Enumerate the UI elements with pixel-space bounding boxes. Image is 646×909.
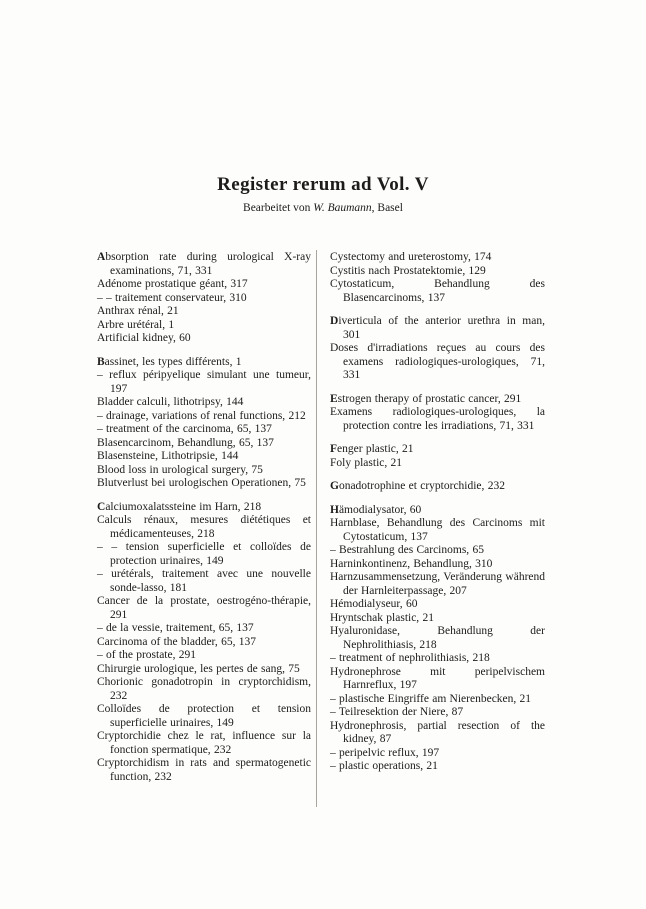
index-entry: – de la vessie, traitement, 65, 137 xyxy=(97,622,254,634)
subtitle-prefix: Bearbeitet von xyxy=(243,202,314,214)
index-entry: – plastic operations, 21 xyxy=(330,760,438,772)
index-entry: Cryptorchidie chez le rat, influence sur la fonction spermatique, 232 xyxy=(97,730,311,756)
group-lead-letter: G xyxy=(330,480,339,492)
index-entry: Hémodialyseur, 60 xyxy=(330,598,418,610)
index-group-b xyxy=(97,356,311,491)
group-lead-letter: C xyxy=(97,500,106,513)
index-group-e xyxy=(330,393,545,434)
group-lead-letter: D xyxy=(330,315,339,327)
index-entry: Calciumoxalatssteine im Harn, 218 xyxy=(97,500,262,513)
index-entry: Cytostaticum, Behandlung des Blasencarcinoms, 137 xyxy=(330,278,545,304)
page-subtitle xyxy=(0,202,646,214)
index-entry: Adénome prostatique géant, 317 xyxy=(97,278,248,290)
group-lead-letter: H xyxy=(330,503,339,516)
group-lead-letter: E xyxy=(330,392,338,405)
index-entry: – reflux péripyelique simulant une tumeur, 197 xyxy=(97,369,311,395)
index-entry: Cystectomy and ureterostomy, 174 xyxy=(330,251,492,263)
index-entry: Hryntschak plastic, 21 xyxy=(330,611,434,624)
group-lead-letter: A xyxy=(97,251,106,263)
index-entry: Gonadotrophine et cryptorchidie, 232 xyxy=(330,480,505,492)
index-entry: Cancer de la prostate, oestrogéno-thérapie, 291 xyxy=(97,595,311,621)
page-title: Register rerum ad Vol. V xyxy=(217,174,429,195)
index-entry: – treatment of the carcinoma, 65, 137 xyxy=(97,423,272,435)
index-entry: Hydronephrosis, partial resection of the kidney, 87 xyxy=(330,719,545,745)
index-columns xyxy=(97,251,545,784)
index-entry: Carcinoma of the bladder, 65, 137 xyxy=(97,635,256,648)
index-entry: – – tension superficielle et colloïdes de protection urinaires, 149 xyxy=(97,541,311,567)
group-lead-letter: F xyxy=(330,443,338,455)
index-group-f xyxy=(330,443,545,470)
index-entry: Diverticula of the anterior urethra in man, 301 xyxy=(330,315,545,341)
index-entry: Harnzusammensetzung, Veränderung während der Harnleiterpassage, 207 xyxy=(330,571,545,597)
column-divider-rule xyxy=(316,250,317,807)
index-entry: Arbre urétéral, 1 xyxy=(97,318,175,331)
index-group-d xyxy=(330,315,545,383)
index-entry: – Teilresektion der Niere, 87 xyxy=(330,706,464,718)
index-entry: – drainage, variations of renal functions, 212 xyxy=(97,409,306,422)
index-group-a xyxy=(97,251,311,346)
group-lead-letter: B xyxy=(97,355,105,368)
index-entry: – urétérals, traitement avec une nouvelle sonde-lasso, 181 xyxy=(97,568,311,594)
index-entry: Cystitis nach Prostatektomie, 129 xyxy=(330,264,486,277)
index-entry: Foly plastic, 21 xyxy=(330,456,403,469)
index-entry: Blood loss in urological surgery, 75 xyxy=(97,463,263,476)
index-entry: Absorption rate during urological X-ray examinations, 71, 331 xyxy=(97,251,311,277)
index-entry: Cryptorchidism in rats and spermatogenetic function, 232 xyxy=(97,757,311,783)
index-group-c-continued xyxy=(330,251,545,305)
index-entry: – peripelvic reflux, 197 xyxy=(330,746,440,759)
index-entry: Harnblase, Behandlung des Carcinoms mit Cytostaticum, 137 xyxy=(330,517,545,543)
index-entry: Hydronephrose mit peripelvischem Harnreflux, 197 xyxy=(330,665,545,691)
index-entry: – treatment of nephrolithiasis, 218 xyxy=(330,652,490,664)
index-column-left xyxy=(97,251,311,784)
index-entry: Bassinet, les types différents, 1 xyxy=(97,355,242,368)
index-entry: Hyaluronidase, Behandlung der Nephrolithiasis, 218 xyxy=(330,625,545,651)
subtitle-suffix: , Basel xyxy=(371,202,403,214)
subtitle-author: W. Baumann xyxy=(313,202,372,214)
index-entry: Chorionic gonadotropin in cryptorchidism, 232 xyxy=(97,676,311,702)
index-entry: Blasensteine, Lithotripsie, 144 xyxy=(97,450,239,462)
index-entry: Artificial kidney, 60 xyxy=(97,332,191,344)
index-entry: – Bestrahlung des Carcinoms, 65 xyxy=(330,544,484,556)
index-entry: Blutverlust bei urologischen Operationen, 75 xyxy=(97,477,306,489)
index-entry: – plastische Eingriffe am Nierenbecken, 21 xyxy=(330,692,532,705)
index-entry: – of the prostate, 291 xyxy=(97,649,197,661)
index-entry: – – traitement conservateur, 310 xyxy=(97,291,247,304)
index-entry: Fenger plastic, 21 xyxy=(330,443,414,455)
index-entry: Calculs rénaux, mesures diététiques et médicamenteuses, 218 xyxy=(97,514,311,540)
index-group-g xyxy=(330,480,545,494)
index-entry: Estrogen therapy of prostatic cancer, 291 xyxy=(330,392,522,405)
index-group-h xyxy=(330,504,545,774)
index-group-c xyxy=(97,501,311,785)
index-entry: Colloïdes de protection et tension superficielle urinaires, 149 xyxy=(97,703,311,729)
index-entry: Anthrax rénal, 21 xyxy=(97,305,179,317)
index-entry: Harninkontinenz, Behandlung, 310 xyxy=(330,557,493,570)
index-entry: Examens radiologiques-urologiques, la protection contre les irradiations, 71, 331 xyxy=(330,406,545,432)
index-entry: Bladder calculi, lithotripsy, 144 xyxy=(97,396,244,408)
index-column-right xyxy=(330,251,545,784)
index-entry: Hämodialysator, 60 xyxy=(330,503,422,516)
index-entry: Blasencarcinom, Behandlung, 65, 137 xyxy=(97,436,274,449)
index-entry: Doses d'irradiations reçues au cours des examens radiologiques-urologiques, 71, 331 xyxy=(330,342,545,381)
index-entry: Chirurgie urologique, les pertes de sang, 75 xyxy=(97,662,300,675)
